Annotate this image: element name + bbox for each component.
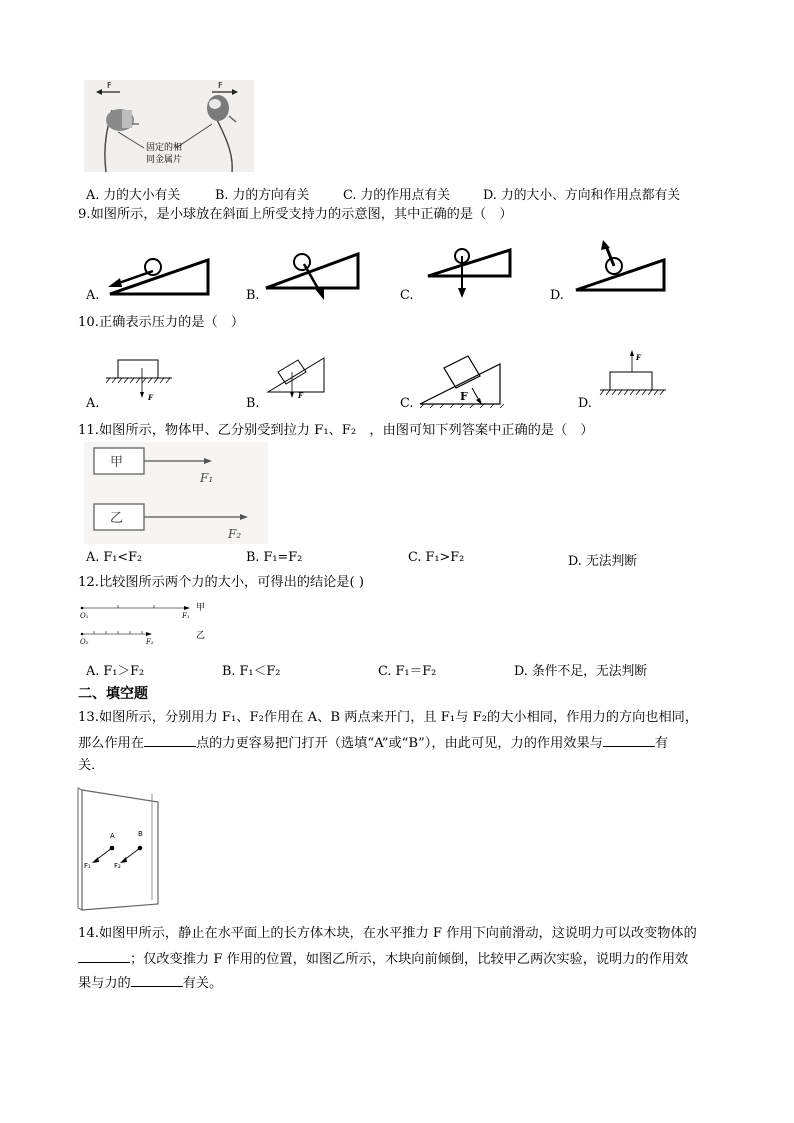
q13-door-figure: [76, 786, 166, 910]
q10-figure-c: [418, 348, 514, 408]
q9-figure-b: [260, 244, 370, 304]
q13-line2-part1: 那么作用在: [78, 736, 144, 751]
q12-figure: [78, 600, 218, 650]
q11-box-yi: 乙: [110, 511, 124, 526]
q12-f1: F₁: [182, 612, 190, 620]
q8-photo: [84, 80, 254, 172]
q10-stem: 10.正确表示压力的是（ ）: [78, 315, 245, 330]
q9-figure-c: [420, 244, 520, 300]
q11-f1-label: F₁: [200, 471, 214, 485]
q12-option-b: B. F₁＜F₂: [222, 664, 281, 679]
q14-blank-1[interactable]: [78, 949, 130, 963]
q14-line2: ；仅改变推力 F 作用的位置，如图乙所示，木块向前倾倒，比较甲乙两次实验，说明力的作用效: [130, 952, 689, 967]
q8-caption-line1: 固定的相: [146, 143, 183, 153]
q13-line1: 13.如图所示，分别用力 F₁、F₂作用在 A、B 两点来开门，且 F₁与 F₂的大小相同，作用力的方向也相同，: [78, 710, 699, 725]
q9-label-a: A.: [86, 288, 100, 303]
q8-force-right-label: F: [218, 81, 223, 90]
q13-line3: 关．: [78, 758, 105, 773]
q11-option-b: B. F₁=F₂: [246, 550, 303, 565]
q13-label-f1: F₁: [84, 862, 91, 870]
q12-f2: F₂: [146, 638, 154, 646]
q13-blank-1[interactable]: [144, 733, 196, 747]
q13-blank-2[interactable]: [603, 733, 655, 747]
q8-option-c: C. 力的作用点有关: [343, 188, 451, 203]
q14-line2-row: [78, 949, 688, 969]
q10-figure-b: [262, 352, 332, 398]
q12-option-d: D. 条件不足，无法判断: [514, 664, 648, 679]
q12-jia: 甲: [196, 603, 206, 613]
q9-stem: 9.如图所示，是小球放在斜面上所受支持力的示意图，其中正确的是（ ）: [78, 207, 513, 222]
q10-label-c: C.: [400, 396, 414, 411]
q12-option-c: C. F₁＝F₂: [378, 664, 437, 679]
q14-line1: 14.如图甲所示，静止在水平面上的长方体木块，在水平推力 F 作用下向前滑动，这说明力可以改变物体的: [78, 926, 697, 941]
q9-label-d: D.: [550, 288, 564, 303]
q13-label-b: B: [138, 830, 143, 838]
q13-label-f2: F₂: [114, 862, 121, 870]
q10-b-force-label: F: [298, 391, 303, 400]
q11-stem: 11.如图所示，物体甲、乙分别受到拉力 F₁、F₂ ，由图可知下列答案中正确的是（ ）: [78, 423, 594, 438]
q10-figure-a: [104, 358, 176, 404]
q12-yi: 乙: [196, 631, 206, 641]
q11-f2-label: F₂: [228, 527, 242, 541]
q9-figure-d: [570, 238, 670, 294]
q8-option-d: D. 力的大小、方向和作用点都有关: [483, 188, 681, 203]
q12-o1: O₁: [80, 612, 89, 620]
q8-force-left-label: F: [107, 81, 112, 90]
q12-o2: O₂: [80, 638, 89, 646]
section-title-fill-in: 二、填空题: [78, 686, 148, 702]
q11-figure: [84, 442, 268, 544]
q14-blank-2[interactable]: [131, 973, 183, 987]
q10-a-force-label: F: [148, 393, 153, 402]
q11-option-c: C. F₁>F₂: [408, 550, 465, 565]
q11-option-d: D. 无法判断: [568, 554, 638, 569]
q13-line2: [78, 733, 668, 753]
q8-caption-line2: 同金属片: [146, 155, 183, 165]
q9-figure-a: [100, 250, 220, 300]
q12-stem: 12.比较图所示两个力的大小，可得出的结论是( ): [78, 575, 365, 590]
q10-d-force-label: F: [636, 353, 641, 362]
q10-label-d: D.: [578, 396, 592, 411]
q12-option-a: A. F₁＞F₂: [86, 664, 145, 679]
q14-line3-part1: 果与力的: [78, 976, 131, 991]
q8-option-b: B. 力的方向有关: [215, 188, 310, 203]
q10-figure-d: [598, 350, 670, 398]
q13-line2-part2: 点的力更容易把门打开（选填“A”或“B”），由此可见，力的作用效果与: [195, 736, 603, 751]
q14-line3-part2: 有关。: [182, 976, 223, 991]
q11-box-jia: 甲: [110, 455, 124, 470]
q10-label-b: B.: [246, 396, 260, 411]
q13-line2-part3: 有: [654, 736, 669, 751]
q10-label-a: A.: [86, 396, 100, 411]
q13-label-a: A: [110, 832, 115, 840]
q8-option-a: A. 力的大小有关: [86, 188, 181, 203]
q14-line3: [78, 973, 222, 993]
q11-option-a: A. F₁<F₂: [86, 550, 143, 565]
q10-c-force-label: F: [460, 390, 468, 403]
q9-label-b: B.: [246, 288, 260, 303]
q9-label-c: C.: [400, 288, 414, 303]
